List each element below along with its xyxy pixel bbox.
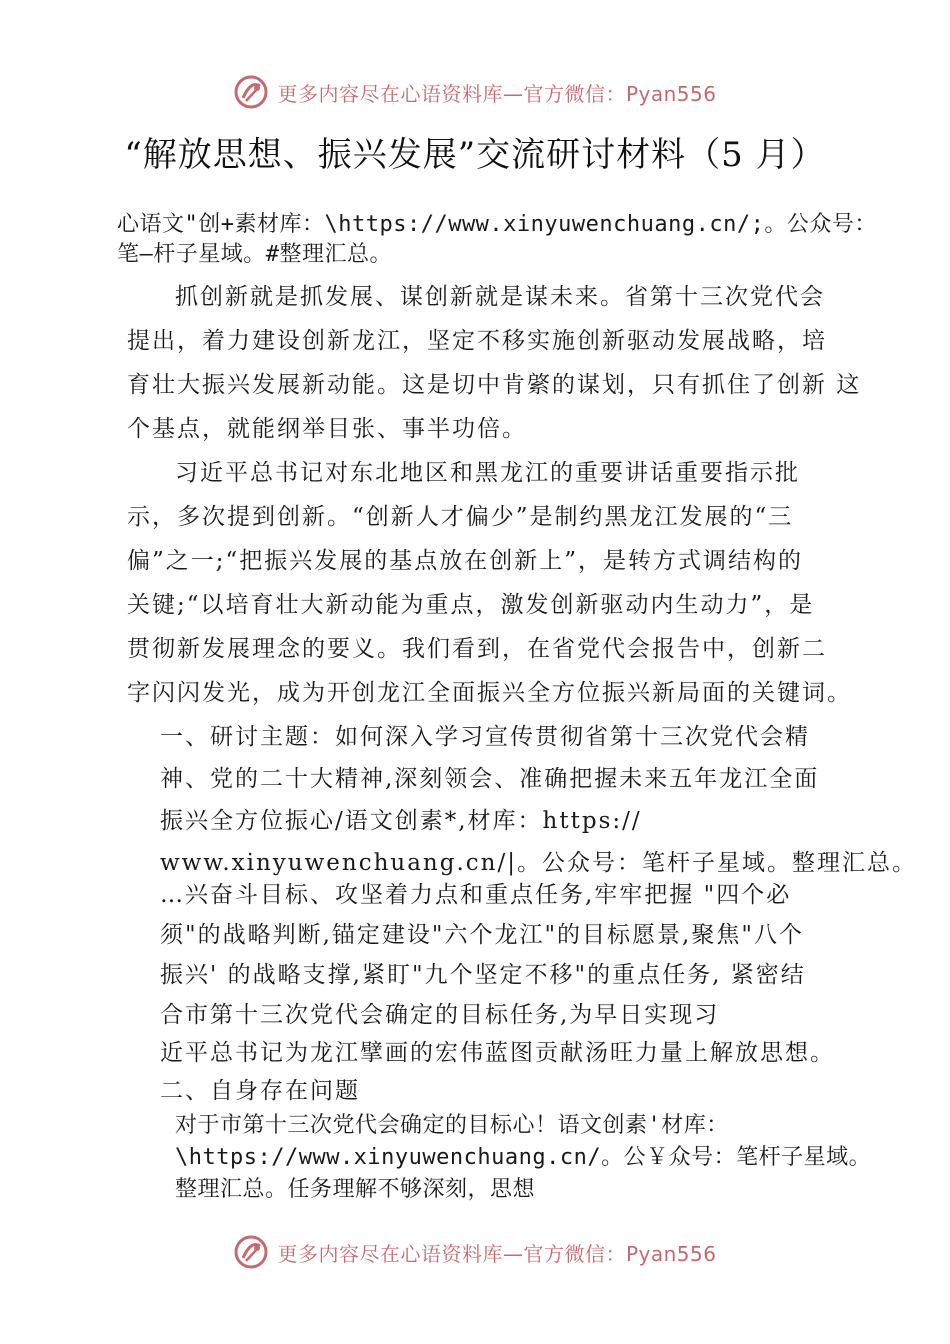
section-line: 振兴' 的战略支撑,紧盯"九个坚定不移"的重点任务, 紧密结 [160,962,806,988]
section-line: 近平总书记为龙江擘画的宏伟蓝图贡献汤旺力量上解放思想。 [160,1040,835,1066]
section-line: 须"的战略判断,锚定建设"六个龙江"的目标愿景,聚焦"八个 [160,922,804,948]
page-title: “解放思想、振兴发展”交流研讨材料（5 月） [124,135,826,175]
paragraph-line: 示，多次提到创新。“创新人才偏少”是制约黑龙江发展的“三 [127,504,794,530]
logo-icon [233,74,269,110]
section-line: 神、党的二十大精神,深刻领会、准确把握未来五年龙江全面 [160,766,820,792]
paragraph-line: 育壮大振兴发展新动能。这是切中肯綮的谋划，只有抓住了创新 这 [127,372,862,398]
section-line: …兴奋斗目标、攻坚着力点和重点任务,牢牢把握 "四个必 [160,882,792,908]
section-heading: 一、研讨主题：如何深入学习宣传贯彻省第十三次党代会精 [160,724,810,750]
banner-text: 更多内容尽在心语资料库—官方微信：Pyan556 [277,81,717,106]
section-line: 合市第十三次党代会确定的目标任务,为早日实现习 [160,1002,720,1028]
section-line: www.xinyuwenchuang.cn/|。公众号：笔杆子星域。整理汇总。 [160,850,917,876]
watermark-line: 笔—杆子星域。#整理汇总。 [117,242,392,267]
paragraph-line: 贯彻新发展理念的要义。我们看到，在省党代会报告中，创新二 [127,636,827,662]
banner-text: 更多内容尽在心语资料库—官方微信：Pyan556 [277,1241,717,1266]
section-line: 振兴全方位振心/语文创素*,材库：https:// [160,808,642,834]
section-line: \https://www.xinyuwenchuang.cn/。公￥众号：笔杆子星域。 [175,1145,872,1170]
paragraph-line: 抓创新就是抓发展、谋创新就是谋未来。省第十三次党代会 [175,284,825,310]
paragraph-line: 习近平总书记对东北地区和黑龙江的重要讲话重要指示批 [175,460,800,486]
paragraph-line: 提出，着力建设创新龙江，坚定不移实施创新驱动发展战略，培 [127,328,827,354]
paragraph-line: 个基点，就能纲举目张、事半功倍。 [127,416,527,442]
header-banner [0,70,950,114]
section-line: 对于市第十三次党代会确定的目标心！语文创素'材库： [175,1113,729,1138]
paragraph-line: 关键;“以培育壮大新动能为重点，激发创新驱动内生动力”，是 [127,592,815,618]
footer-banner [0,1230,950,1274]
logo-icon [233,1234,269,1270]
section-heading: 二、自身存在问题 [160,1078,360,1104]
watermark-line: 心语文"创+素材库：\https://www.xinyuwenchuang.cn/;。公众号： [117,212,877,237]
section-line: 整理汇总。任务理解不够深刻，思想 [175,1177,536,1202]
paragraph-line: 偏”之一;“把振兴发展的基点放在创新上”，是转方式调结构的 [127,548,804,574]
paragraph-line: 字闪闪发光，成为开创龙江全面振兴全方位振兴新局面的关键词。 [127,680,852,706]
